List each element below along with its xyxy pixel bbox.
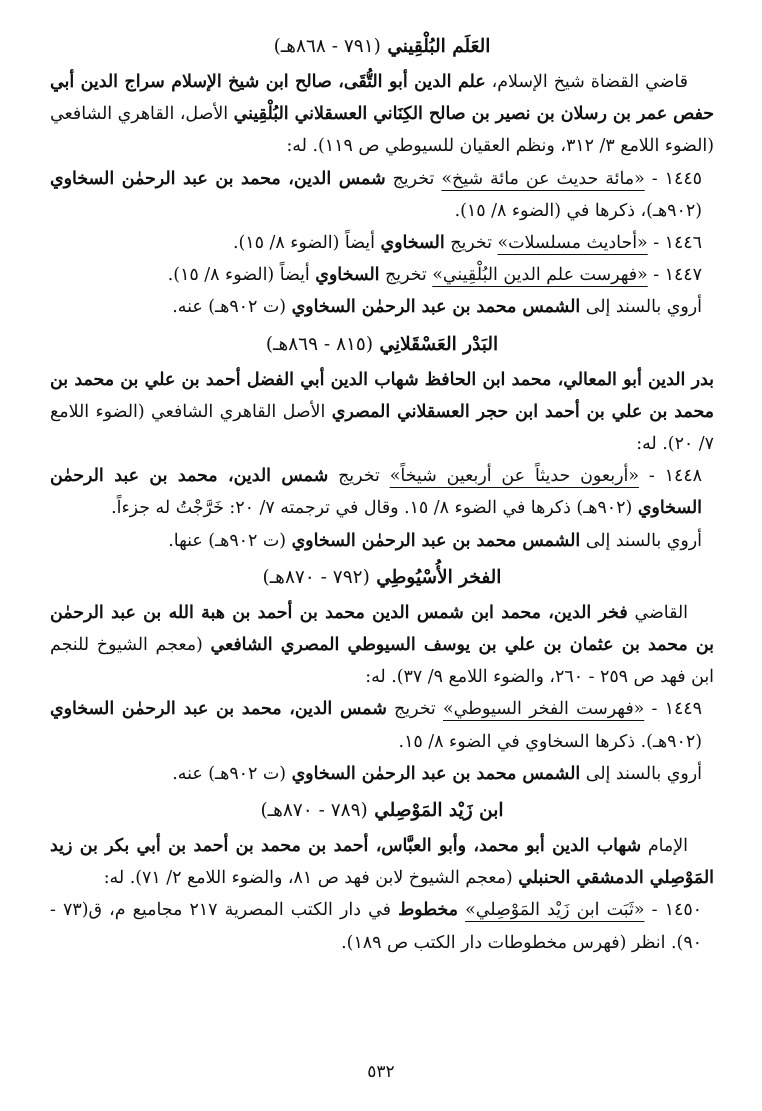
biography-section xyxy=(50,561,714,790)
biography-paragraph xyxy=(50,364,714,461)
heading-name: العَلَم البُلْقِيني xyxy=(387,36,491,57)
entry-author: السخاوي xyxy=(380,233,445,254)
chain-text: أروي بالسند إلى xyxy=(580,763,702,784)
heading-name: الفخر الأُسْيُوطِي xyxy=(376,566,502,588)
bio-bold-name: بدر الدين أبو المعالي، محمد ابن الحافظ شهاب الدين أبي الفضل أحمد بن علي بن محمد بن محمد بن علي بن أحمد ابن حجر العسقلاني المصري xyxy=(50,369,714,422)
bio-text: (معجم الشيوخ للنجم ابن فهد ص ٢٥٩ - ٢٦٠، والضوء اللامع ٩/ ٣٧). له: xyxy=(50,635,714,688)
entry-number: ١٤٤٧ - xyxy=(647,265,702,286)
entry-text: (٩٠٢هـ) ذكرها في الضوء ٨/ ١٥. وقال في ترجمته ٧/ ٢٠: خَرَّجْتُ له جزءاً. xyxy=(111,498,638,519)
entry-number: ١٤٤٨ - xyxy=(638,466,703,487)
entry-text: تخريج xyxy=(386,699,443,720)
heading-name: ابن زَيْد المَوْصِلي xyxy=(374,800,504,822)
entry-title: «أربعون حديثاً عن أربعين شيخاً» xyxy=(389,466,639,487)
work-entry xyxy=(50,163,714,227)
bio-bold-name: علم الدين أبو التُّقَى، صالح ابن شيخ الإسلام سراج الدين أبي حفص عمر بن رسلان بن نصير بن صالح الكِنَاني العسقلاني البُلْقِيني xyxy=(50,72,714,125)
entry-text: (٩٠٢هـ). ذكرها السخاوي في الضوء ٨/ ١٥. xyxy=(398,731,702,752)
biography-paragraph xyxy=(50,597,714,694)
bio-text: القاضي xyxy=(627,602,688,623)
entry-text: أيضاً (الضوء ٨/ ١٥). xyxy=(232,233,381,254)
entry-text: تخريج xyxy=(385,168,442,189)
entry-author: السخاوي xyxy=(315,265,380,286)
entry-title: «فهرست علم الدين البُلْقِيني» xyxy=(432,265,648,286)
chain-text: أروي بالسند إلى xyxy=(580,297,702,318)
heading-dates: (٧٨٩ - ٨٧٠هـ) xyxy=(260,800,368,822)
entry-number: ١٤٤٦ - xyxy=(647,233,702,254)
biography-paragraph xyxy=(50,830,714,894)
work-entry xyxy=(50,693,714,757)
entry-title: «أحاديث مسلسلات» xyxy=(497,233,648,254)
chain-text: (ت ٩٠٢هـ) عنه. xyxy=(172,763,292,784)
section-heading xyxy=(50,30,714,64)
entry-text: تخريج xyxy=(328,466,390,487)
work-entry xyxy=(50,894,714,958)
chain-text: أروي بالسند إلى xyxy=(580,530,702,551)
bio-bold-name: فخر الدين، محمد ابن شمس الدين محمد بن أحمد بن هبة الله بن عبد الرحمٰن بن محمد بن عثمان بن علي بن يوسف السيوطي المصري الشافعي xyxy=(50,602,714,656)
entry-text: أيضاً (الضوء ٨/ ١٥). xyxy=(167,265,316,286)
section-heading xyxy=(50,561,714,595)
entry-text: في دار الكتب المصرية ٢١٧ مجاميع م، ق(٧٣ - ٩٠). انظر (فهرس مخطوطات دار الكتب ص ١٨٩). xyxy=(50,900,702,953)
entry-text: تخريج xyxy=(444,233,498,254)
entry-title: «فهرست الفخر السيوطي» xyxy=(443,699,645,720)
entry-number: ١٤٤٥ - xyxy=(644,168,703,189)
bio-bold-name: شهاب الدين أبو محمد، وأبو العبَّاس، أحمد بن محمد بن أحمد بن أبي بكر بن زيد المَوْصِلي الدمشقي الحنبلي xyxy=(50,836,714,889)
transmission-chain xyxy=(50,525,714,557)
page-content xyxy=(50,30,714,959)
transmission-chain xyxy=(50,758,714,790)
chain-bold: الشمس محمد بن عبد الرحمٰن السخاوي xyxy=(291,763,581,784)
heading-name: البَدْر العَسْقَلانِي xyxy=(379,333,499,355)
heading-dates: (٧٩٢ - ٨٧٠هـ) xyxy=(262,566,370,588)
entry-number: ١٤٤٩ - xyxy=(644,699,702,720)
entry-title: «مائة حديث عن مائة شيخ» xyxy=(441,168,645,189)
transmission-chain xyxy=(50,291,714,323)
heading-dates: (٨١٥ - ٨٦٩هـ) xyxy=(265,333,374,355)
chain-bold: الشمس محمد بن عبد الرحمٰن السخاوي xyxy=(291,530,581,551)
entry-author: شمس الدين، محمد بن عبد الرحمٰن السخاوي xyxy=(50,466,702,519)
bio-text: قاضي القضاة شيخ الإسلام، xyxy=(485,72,688,92)
work-entry xyxy=(50,227,714,259)
entry-text: تخريج xyxy=(379,265,433,286)
bio-text: الأصل، القاهري الشافعي (الضوء اللامع ٣/ ٣١٢، ونظم العقيان للسيوطي ص ١١٩). له: xyxy=(50,104,714,157)
section-heading xyxy=(50,328,714,362)
section-heading xyxy=(50,794,714,828)
biography-section xyxy=(50,794,714,959)
entry-author: شمس الدين، محمد بن عبد الرحمٰن السخاوي xyxy=(50,168,386,189)
biography-section xyxy=(50,30,714,324)
heading-dates: (٧٩١ - ٨٦٨هـ) xyxy=(273,36,381,57)
entry-author: مخطوط xyxy=(398,900,458,921)
biography-paragraph xyxy=(50,66,714,163)
biography-section xyxy=(50,328,714,557)
work-entry xyxy=(50,259,714,291)
entry-title: «ثَبَت ابن زَيْد المَوْصِلي» xyxy=(465,900,645,921)
chain-text: (ت ٩٠٢هـ) عنها. xyxy=(168,530,292,551)
work-entry xyxy=(50,460,714,524)
chain-bold: الشمس محمد بن عبد الرحمٰن السخاوي xyxy=(291,297,581,318)
bio-text: (معجم الشيوخ لابن فهد ص ٨١، والضوء اللامع ٢/ ٧١). له: xyxy=(103,868,519,889)
bio-text: الإمام xyxy=(641,836,688,857)
entry-author: شمس الدين، محمد بن عبد الرحمٰن السخاوي xyxy=(50,699,387,720)
entry-number: ١٤٥٠ - xyxy=(644,900,703,921)
bio-text: الأصل القاهري الشافعي (الضوء اللامع ٧/ ٢٠). له: xyxy=(50,401,714,455)
chain-text: (ت ٩٠٢هـ) عنه. xyxy=(172,297,292,318)
entry-text: (٩٠٢هـ)، ذكرها في (الضوء ٨/ ١٥). xyxy=(454,200,702,221)
page-number: ٥٣٢ xyxy=(367,1062,395,1082)
